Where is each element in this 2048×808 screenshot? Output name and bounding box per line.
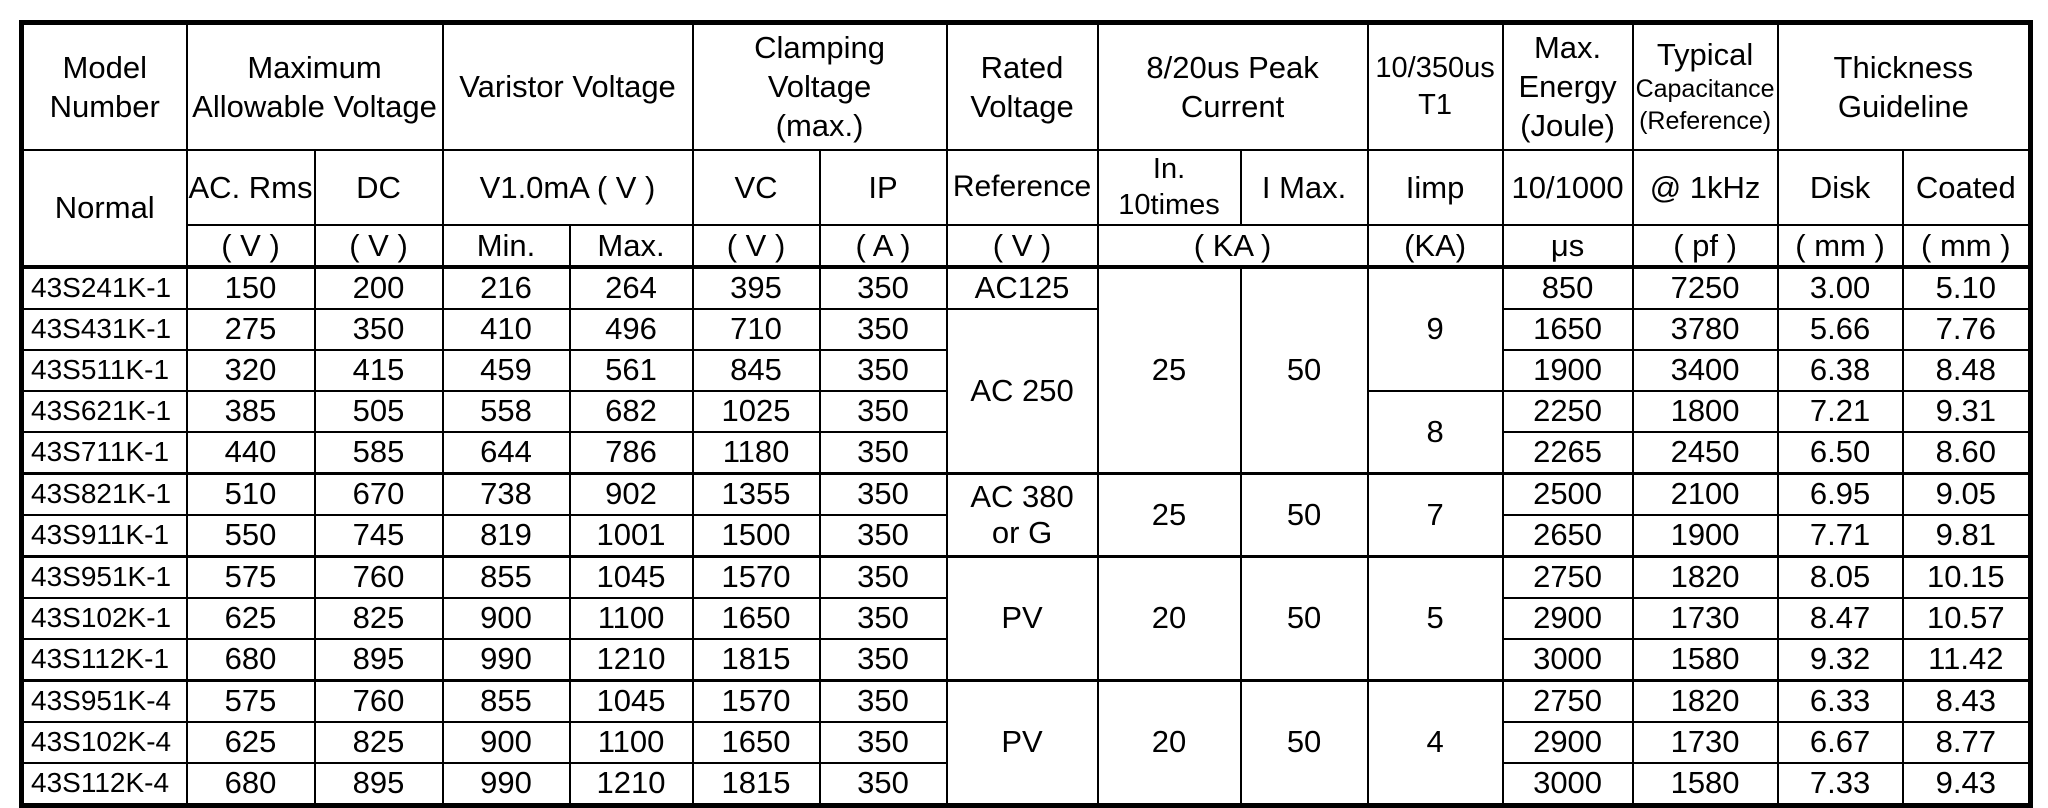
header-vc: VC bbox=[693, 150, 820, 225]
ip-cell: 350 bbox=[820, 763, 947, 806]
coated-cell: 8.48 bbox=[1903, 350, 2031, 391]
iimp-cell: 7 bbox=[1368, 473, 1503, 556]
ac-rms-cell: 625 bbox=[187, 598, 315, 639]
reference-cell: AC125 bbox=[947, 267, 1098, 309]
reference-cell: AC 250 bbox=[947, 309, 1098, 474]
coated-cell: 10.57 bbox=[1903, 598, 2031, 639]
dc-cell: 760 bbox=[315, 680, 443, 722]
unit-coated-mm: ( mm ) bbox=[1903, 225, 2031, 267]
header-normal: Normal bbox=[22, 150, 187, 267]
vc-cell: 1025 bbox=[693, 391, 820, 432]
vmin-cell: 900 bbox=[443, 598, 570, 639]
vc-cell: 1570 bbox=[693, 680, 820, 722]
i-max-cell: 50 bbox=[1241, 267, 1368, 474]
header-10-1000: 10/1000 bbox=[1503, 150, 1633, 225]
ac-rms-cell: 575 bbox=[187, 556, 315, 598]
ac-rms-cell: 320 bbox=[187, 350, 315, 391]
header-thickness-guideline: Thickness Guideline bbox=[1778, 23, 2031, 150]
disk-cell: 5.66 bbox=[1778, 309, 1903, 350]
header-max-energy: Max. Energy (Joule) bbox=[1503, 23, 1633, 150]
header-rated-voltage: Rated Voltage bbox=[947, 23, 1098, 150]
ac-rms-cell: 575 bbox=[187, 680, 315, 722]
coated-cell: 9.31 bbox=[1903, 391, 2031, 432]
unit-ac-rms-v: ( V ) bbox=[187, 225, 315, 267]
disk-cell: 7.33 bbox=[1778, 763, 1903, 806]
energy-cell: 2265 bbox=[1503, 432, 1633, 474]
header-i-max: I Max. bbox=[1241, 150, 1368, 225]
ip-cell: 350 bbox=[820, 639, 947, 681]
model-cell: 43S821K-1 bbox=[22, 473, 187, 515]
reference-line2: or G bbox=[991, 514, 1053, 550]
dc-cell: 760 bbox=[315, 556, 443, 598]
disk-cell: 6.38 bbox=[1778, 350, 1903, 391]
vmin-cell: 410 bbox=[443, 309, 570, 350]
model-cell: 43S431K-1 bbox=[22, 309, 187, 350]
capacitance-cell: 1820 bbox=[1633, 556, 1778, 598]
disk-cell: 9.32 bbox=[1778, 639, 1903, 681]
header-row-1 bbox=[22, 23, 2031, 150]
dc-cell: 825 bbox=[315, 722, 443, 763]
ip-cell: 350 bbox=[820, 722, 947, 763]
vmin-cell: 459 bbox=[443, 350, 570, 391]
ip-cell: 350 bbox=[820, 309, 947, 350]
ac-rms-cell: 550 bbox=[187, 515, 315, 557]
table-row bbox=[22, 473, 2031, 515]
capacitance-cell: 7250 bbox=[1633, 267, 1778, 309]
energy-cell: 2250 bbox=[1503, 391, 1633, 432]
in-10times-cell: 20 bbox=[1098, 680, 1241, 805]
ip-cell: 350 bbox=[820, 515, 947, 557]
disk-cell: 6.95 bbox=[1778, 473, 1903, 515]
header-in-10times: In. 10times bbox=[1098, 150, 1241, 225]
vmax-cell: 1100 bbox=[570, 722, 693, 763]
model-cell: 43S951K-1 bbox=[22, 556, 187, 598]
ip-cell: 350 bbox=[820, 267, 947, 309]
coated-cell: 8.43 bbox=[1903, 680, 2031, 722]
ac-rms-cell: 510 bbox=[187, 473, 315, 515]
unit-peak-current-ka: ( KA ) bbox=[1098, 225, 1368, 267]
vc-cell: 395 bbox=[693, 267, 820, 309]
header-row-3 bbox=[22, 225, 2031, 267]
vc-cell: 1650 bbox=[693, 598, 820, 639]
ac-rms-cell: 275 bbox=[187, 309, 315, 350]
vmax-cell: 1210 bbox=[570, 639, 693, 681]
table-row bbox=[22, 267, 2031, 309]
ip-cell: 350 bbox=[820, 432, 947, 474]
vc-cell: 1180 bbox=[693, 432, 820, 474]
i-max-cell: 50 bbox=[1241, 556, 1368, 680]
energy-cell: 2900 bbox=[1503, 722, 1633, 763]
coated-cell: 9.81 bbox=[1903, 515, 2031, 557]
vmax-cell: 1045 bbox=[570, 680, 693, 722]
in-10times-cell: 20 bbox=[1098, 556, 1241, 680]
header-v1ma: V1.0mA ( V ) bbox=[443, 150, 693, 225]
dc-cell: 350 bbox=[315, 309, 443, 350]
header-clamping-line3: (max.) bbox=[775, 108, 864, 144]
varistor-spec-table bbox=[19, 20, 2033, 808]
vc-cell: 1815 bbox=[693, 639, 820, 681]
reference-cell: PV bbox=[947, 680, 1098, 805]
energy-cell: 2750 bbox=[1503, 556, 1633, 598]
vc-cell: 710 bbox=[693, 309, 820, 350]
vmax-cell: 1210 bbox=[570, 763, 693, 806]
vc-cell: 1500 bbox=[693, 515, 820, 557]
disk-cell: 6.67 bbox=[1778, 722, 1903, 763]
capacitance-cell: 1580 bbox=[1633, 763, 1778, 806]
energy-cell: 1900 bbox=[1503, 350, 1633, 391]
dc-cell: 895 bbox=[315, 763, 443, 806]
reference-cell: PV bbox=[947, 556, 1098, 680]
unit-ip-a: ( A ) bbox=[820, 225, 947, 267]
header-ac-rms: AC. Rms bbox=[187, 150, 315, 225]
disk-cell: 6.33 bbox=[1778, 680, 1903, 722]
capacitance-cell: 2100 bbox=[1633, 473, 1778, 515]
vmax-cell: 1001 bbox=[570, 515, 693, 557]
vmax-cell: 561 bbox=[570, 350, 693, 391]
vmax-cell: 902 bbox=[570, 473, 693, 515]
vmax-cell: 1045 bbox=[570, 556, 693, 598]
header-typical-line1: Typical bbox=[1656, 36, 1754, 72]
in-10times-cell: 25 bbox=[1098, 473, 1241, 556]
header-clamping-line2: Voltage bbox=[767, 69, 872, 105]
capacitance-cell: 1900 bbox=[1633, 515, 1778, 557]
subheader-min: Min. bbox=[443, 225, 570, 267]
header-row-2 bbox=[22, 150, 2031, 225]
model-cell: 43S951K-4 bbox=[22, 680, 187, 722]
ip-cell: 350 bbox=[820, 350, 947, 391]
header-clamping-voltage bbox=[693, 23, 947, 150]
capacitance-cell: 1730 bbox=[1633, 598, 1778, 639]
unit-energy-us: μs bbox=[1503, 225, 1633, 267]
model-cell: 43S102K-1 bbox=[22, 598, 187, 639]
header-peak-current: 8/20us Peak Current bbox=[1098, 23, 1368, 150]
dc-cell: 745 bbox=[315, 515, 443, 557]
vmin-cell: 990 bbox=[443, 763, 570, 806]
energy-cell: 2750 bbox=[1503, 680, 1633, 722]
capacitance-cell: 3780 bbox=[1633, 309, 1778, 350]
dc-cell: 895 bbox=[315, 639, 443, 681]
unit-vc-v: ( V ) bbox=[693, 225, 820, 267]
ac-rms-cell: 680 bbox=[187, 639, 315, 681]
iimp-cell: 5 bbox=[1368, 556, 1503, 680]
vmin-cell: 819 bbox=[443, 515, 570, 557]
vmin-cell: 558 bbox=[443, 391, 570, 432]
unit-disk-mm: ( mm ) bbox=[1778, 225, 1903, 267]
vmin-cell: 855 bbox=[443, 556, 570, 598]
dc-cell: 415 bbox=[315, 350, 443, 391]
ac-rms-cell: 625 bbox=[187, 722, 315, 763]
header-ip: IP bbox=[820, 150, 947, 225]
header-reference: Reference bbox=[947, 150, 1098, 225]
i-max-cell: 50 bbox=[1241, 473, 1368, 556]
coated-cell: 9.43 bbox=[1903, 763, 2031, 806]
ac-rms-cell: 385 bbox=[187, 391, 315, 432]
i-max-cell: 50 bbox=[1241, 680, 1368, 805]
header-10-350us-t1: 10/350us T1 bbox=[1368, 23, 1503, 150]
model-cell: 43S241K-1 bbox=[22, 267, 187, 309]
disk-cell: 3.00 bbox=[1778, 267, 1903, 309]
disk-cell: 7.71 bbox=[1778, 515, 1903, 557]
coated-cell: 9.05 bbox=[1903, 473, 2031, 515]
vmax-cell: 786 bbox=[570, 432, 693, 474]
header-model-number: Model Number bbox=[22, 23, 187, 150]
coated-cell: 10.15 bbox=[1903, 556, 2031, 598]
table-row bbox=[22, 680, 2031, 722]
header-coated: Coated bbox=[1903, 150, 2031, 225]
model-cell: 43S511K-1 bbox=[22, 350, 187, 391]
dc-cell: 585 bbox=[315, 432, 443, 474]
vmin-cell: 990 bbox=[443, 639, 570, 681]
vmin-cell: 900 bbox=[443, 722, 570, 763]
header-typical-line2: Capacitance bbox=[1635, 74, 1775, 103]
unit-dc-v: ( V ) bbox=[315, 225, 443, 267]
energy-cell: 850 bbox=[1503, 267, 1633, 309]
vc-cell: 1650 bbox=[693, 722, 820, 763]
vmax-cell: 496 bbox=[570, 309, 693, 350]
reference-line1: AC 380 bbox=[970, 478, 1074, 514]
iimp-cell: 9 bbox=[1368, 267, 1503, 391]
energy-cell: 2500 bbox=[1503, 473, 1633, 515]
ip-cell: 350 bbox=[820, 391, 947, 432]
ac-rms-cell: 150 bbox=[187, 267, 315, 309]
capacitance-cell: 1820 bbox=[1633, 680, 1778, 722]
disk-cell: 7.21 bbox=[1778, 391, 1903, 432]
header-clamping-line1: Clamping bbox=[754, 30, 886, 66]
model-cell: 43S112K-4 bbox=[22, 763, 187, 806]
dc-cell: 670 bbox=[315, 473, 443, 515]
subheader-max: Max. bbox=[570, 225, 693, 267]
unit-capacitance-pf: ( pf ) bbox=[1633, 225, 1778, 267]
coated-cell: 11.42 bbox=[1903, 639, 2031, 681]
vmax-cell: 264 bbox=[570, 267, 693, 309]
header-dc: DC bbox=[315, 150, 443, 225]
ip-cell: 350 bbox=[820, 680, 947, 722]
vc-cell: 1355 bbox=[693, 473, 820, 515]
disk-cell: 6.50 bbox=[1778, 432, 1903, 474]
header-iimp: Iimp bbox=[1368, 150, 1503, 225]
ip-cell: 350 bbox=[820, 556, 947, 598]
header-at-1khz: @ 1kHz bbox=[1633, 150, 1778, 225]
unit-iimp-ka: (KA) bbox=[1368, 225, 1503, 267]
capacitance-cell: 1730 bbox=[1633, 722, 1778, 763]
vmax-cell: 1100 bbox=[570, 598, 693, 639]
energy-cell: 3000 bbox=[1503, 763, 1633, 806]
energy-cell: 2650 bbox=[1503, 515, 1633, 557]
header-varistor-voltage: Varistor Voltage bbox=[443, 23, 693, 150]
vmin-cell: 855 bbox=[443, 680, 570, 722]
ac-rms-cell: 440 bbox=[187, 432, 315, 474]
vc-cell: 845 bbox=[693, 350, 820, 391]
energy-cell: 2900 bbox=[1503, 598, 1633, 639]
vc-cell: 1570 bbox=[693, 556, 820, 598]
energy-cell: 3000 bbox=[1503, 639, 1633, 681]
coated-cell: 8.77 bbox=[1903, 722, 2031, 763]
iimp-cell: 4 bbox=[1368, 680, 1503, 805]
unit-reference-v: ( V ) bbox=[947, 225, 1098, 267]
model-cell: 43S621K-1 bbox=[22, 391, 187, 432]
vmin-cell: 216 bbox=[443, 267, 570, 309]
model-cell: 43S911K-1 bbox=[22, 515, 187, 557]
header-disk: Disk bbox=[1778, 150, 1903, 225]
capacitance-cell: 1800 bbox=[1633, 391, 1778, 432]
reference-cell bbox=[947, 473, 1098, 556]
header-typical-capacitance bbox=[1633, 23, 1778, 150]
model-cell: 43S102K-4 bbox=[22, 722, 187, 763]
model-cell: 43S112K-1 bbox=[22, 639, 187, 681]
model-cell: 43S711K-1 bbox=[22, 432, 187, 474]
dc-cell: 825 bbox=[315, 598, 443, 639]
capacitance-cell: 1580 bbox=[1633, 639, 1778, 681]
dc-cell: 505 bbox=[315, 391, 443, 432]
iimp-cell: 8 bbox=[1368, 391, 1503, 474]
ip-cell: 350 bbox=[820, 598, 947, 639]
table-row bbox=[22, 309, 2031, 350]
vmin-cell: 644 bbox=[443, 432, 570, 474]
in-10times-cell: 25 bbox=[1098, 267, 1241, 474]
coated-cell: 7.76 bbox=[1903, 309, 2031, 350]
vmax-cell: 682 bbox=[570, 391, 693, 432]
dc-cell: 200 bbox=[315, 267, 443, 309]
vc-cell: 1815 bbox=[693, 763, 820, 806]
disk-cell: 8.05 bbox=[1778, 556, 1903, 598]
disk-cell: 8.47 bbox=[1778, 598, 1903, 639]
header-max-allowable-voltage: Maximum Allowable Voltage bbox=[187, 23, 443, 150]
table-row bbox=[22, 556, 2031, 598]
coated-cell: 5.10 bbox=[1903, 267, 2031, 309]
capacitance-cell: 3400 bbox=[1633, 350, 1778, 391]
energy-cell: 1650 bbox=[1503, 309, 1633, 350]
vmin-cell: 738 bbox=[443, 473, 570, 515]
ip-cell: 350 bbox=[820, 473, 947, 515]
capacitance-cell: 2450 bbox=[1633, 432, 1778, 474]
coated-cell: 8.60 bbox=[1903, 432, 2031, 474]
header-typical-line3: (Reference) bbox=[1639, 107, 1772, 136]
ac-rms-cell: 680 bbox=[187, 763, 315, 806]
